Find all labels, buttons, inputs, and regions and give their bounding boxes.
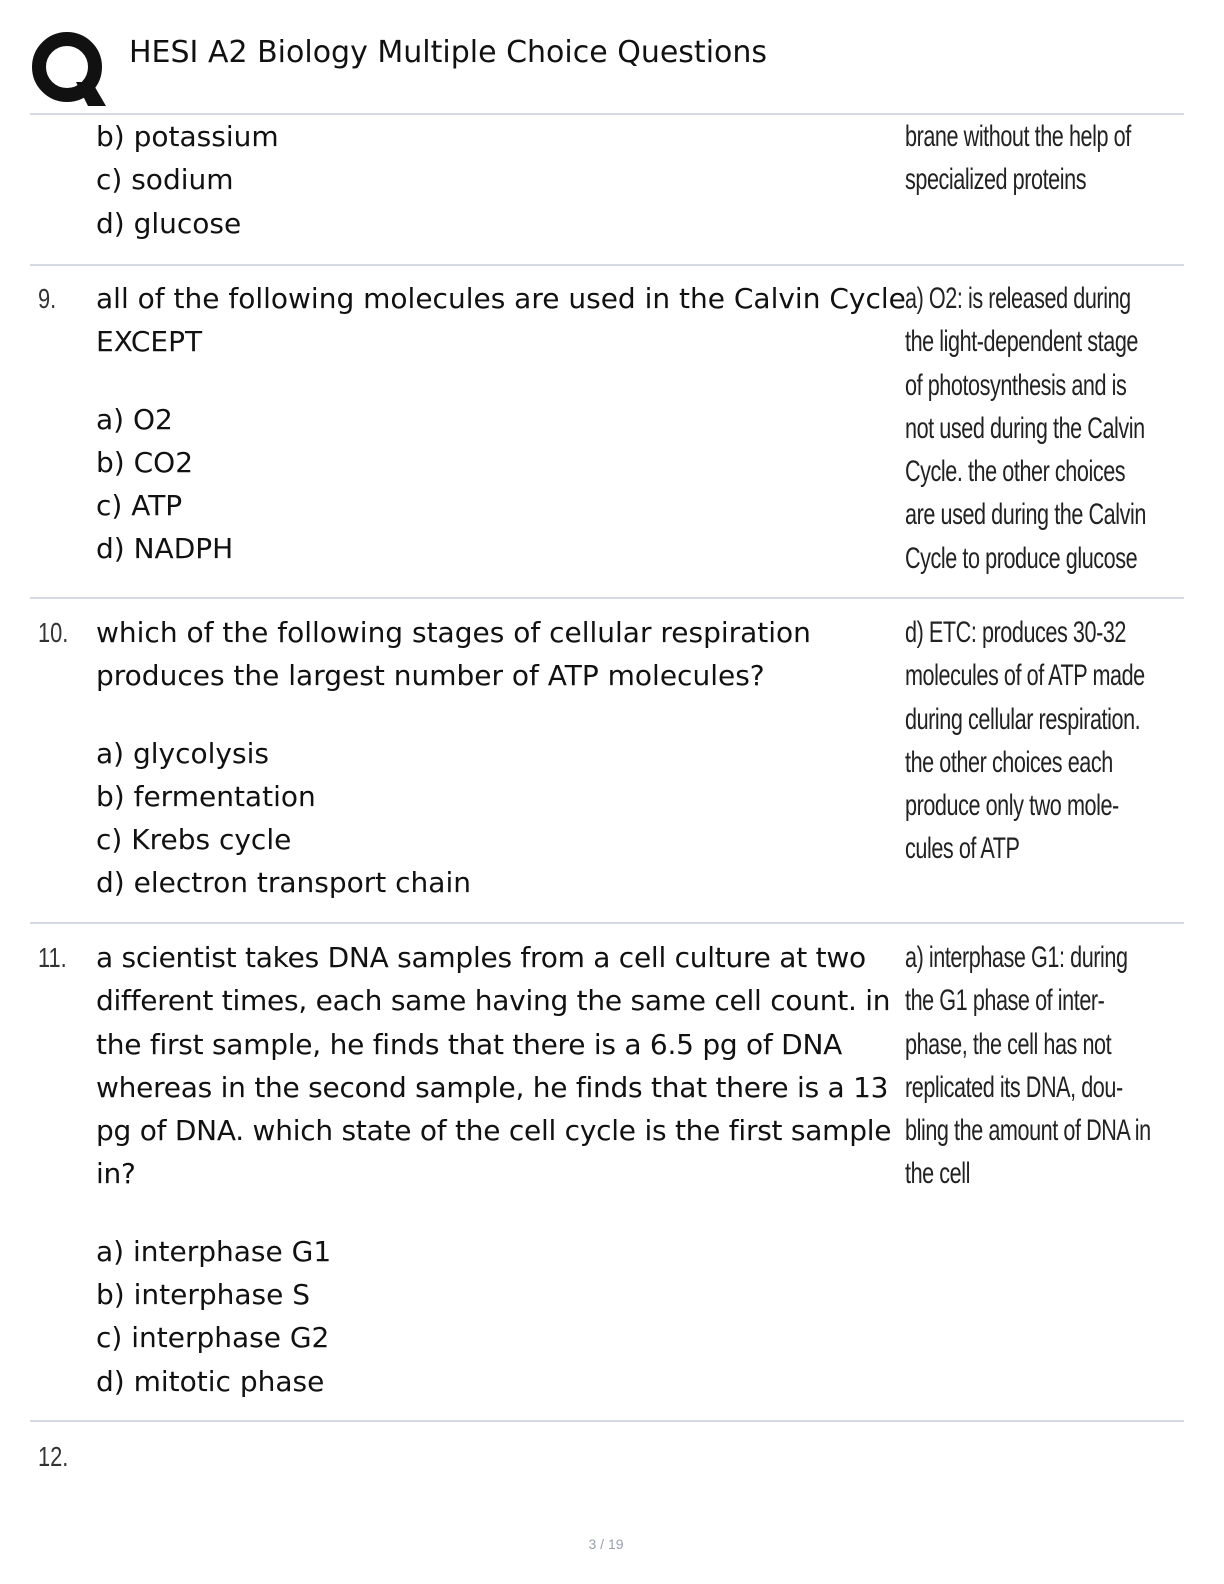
option-a: a) O2 [96,402,173,436]
option-a: a) interphase G1 [96,1234,332,1268]
option-d: d) electron transport chain [96,866,471,900]
answer-line: the light-dependent stage [905,325,1138,359]
answer-line: replicated its DNA, dou- [905,1070,1123,1104]
question-9 [96,277,906,571]
question-divider [30,264,1184,266]
page-number: 3 / 19 [588,1536,624,1552]
answer-line: brane without the help of [905,120,1131,153]
answer-line: molecules of of ATP made [905,659,1145,693]
question-number: 10. [38,617,69,648]
document-title: HESI A2 Biology Multiple Choice Questions [129,35,768,70]
answer-explanation [905,277,1164,580]
answer-line: specialized proteins [905,163,1087,197]
question-10 [96,611,906,905]
answer-line: d) ETC: produces 30-32 [905,616,1127,649]
option-b: b) potassium [96,120,279,153]
answer-line: Cycle. the other choices [905,455,1126,489]
answer-line: during cellular respiration. [905,702,1141,736]
answer-line: of photosynthesis and is [905,368,1127,402]
option-b: b) CO2 [96,445,194,479]
answer-line: the G1 phase of inter- [905,984,1105,1018]
answer-line: a) O2: is released during [905,282,1131,315]
question-divider [30,1420,1184,1422]
question-stem: a scientist takes DNA samples from a cell culture at two different times, each same having the same cell count. in the first sample, he finds that there is a 6.5 pg of DNA whereas in the second sample, he finds that there is a 13 pg of DNA. which state of the cell cycle is the first sample in? [96,941,892,1191]
answer-explanation [905,611,1164,871]
question-stem: all of the following molecules are used in the Calvin Cycle EXCEPT [96,282,906,359]
answer-line: not used during the Calvin [905,411,1145,445]
answer-line: a) interphase G1: during [905,941,1128,974]
question-stem: which of the following stages of cellular respiration produces the largest number of ATP molecules? [96,616,811,693]
question-number: 11. [38,942,67,973]
q-logo-icon [30,30,108,108]
option-b: b) interphase S [96,1278,311,1312]
answer-line: the other choices each [905,745,1113,779]
answer-line: bling the amount of DNA in [905,1114,1151,1148]
question-number: 12. [38,1441,69,1472]
option-c: c) Krebs cycle [96,823,292,857]
option-c: c) interphase G2 [96,1321,330,1355]
question-divider [30,922,1184,924]
answer-line: produce only two mole- [905,789,1119,823]
option-b: b) fermentation [96,779,316,813]
answer-line: the cell [905,1157,970,1191]
question-divider [30,597,1184,599]
option-d: d) NADPH [96,532,234,566]
option-c: c) sodium [96,163,234,197]
carryover-options [96,115,906,245]
answer-line: cules of ATP [905,832,1020,866]
option-c: c) ATP [96,489,183,523]
answer-line: Cycle to produce glucose [905,541,1138,575]
option-a: a) glycolysis [96,736,269,770]
answer-line: are used during the Calvin [905,498,1146,532]
answer-line: phase, the cell has not [905,1027,1112,1061]
answer-explanation [905,936,1164,1196]
question-11 [96,936,906,1403]
option-d: d) glucose [96,206,242,240]
question-number: 9. [38,283,57,314]
option-d: d) mitotic phase [96,1364,325,1398]
carryover-answer [905,115,1164,202]
